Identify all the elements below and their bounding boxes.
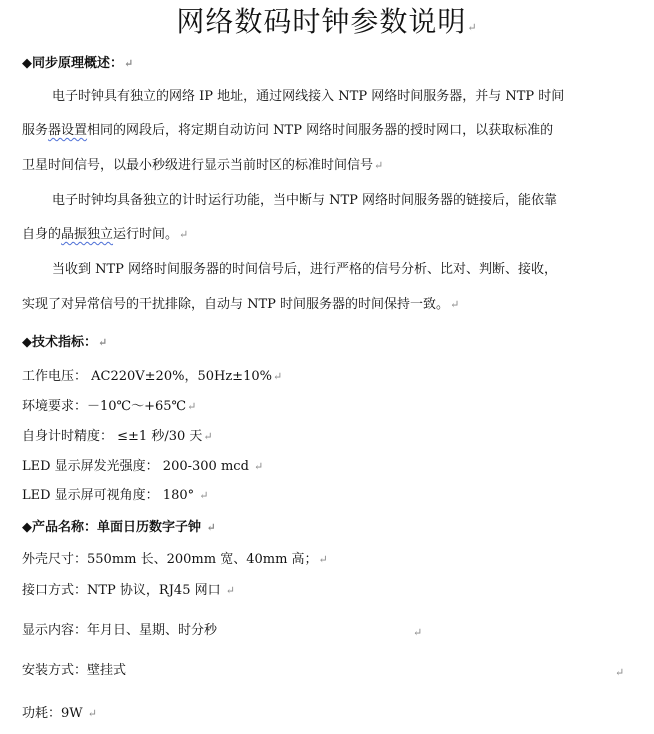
return-mark: ↵: [179, 228, 189, 241]
return-mark: ↵: [87, 707, 97, 720]
return-mark: ↵: [413, 626, 423, 639]
return-mark: ↵: [318, 553, 328, 566]
return-mark: ↵: [254, 460, 264, 473]
sync-heading: ◆同步原理概述：↵: [22, 56, 134, 71]
product-size: 外壳尺寸：550mm 长、200mm 宽、40mm 高；↵: [22, 552, 328, 567]
product-install-end: [614, 664, 624, 682]
product-install: 安装方式：壁挂式: [22, 663, 127, 678]
return-mark: ↵: [374, 159, 384, 172]
sync-paragraph-1-line-3: 卫星时间信号，以最小秒级进行显示当前时区的标准时间信号↵: [22, 158, 384, 173]
return-mark: ↵: [225, 584, 235, 597]
spec-environment: 环境要求：－10℃～+65℃↵: [22, 399, 197, 414]
sync-paragraph-1-line-1: 电子时钟具有独立的网络 IP 地址，通过网线接入 NTP 网络时间服务器，并与 NTP 时间: [52, 89, 565, 104]
sync-paragraph-3-line-1: 当收到 NTP 网络时间服务器的时间信号后，进行严格的信号分析、比对、判断、接收，: [52, 262, 558, 277]
spec-accuracy: 自身计时精度： ≤±1 秒/30 天↵: [22, 429, 213, 444]
return-mark: ↵: [272, 370, 283, 383]
spec-voltage: 工作电压： AC220V±20%，50Hz±10%↵: [22, 369, 283, 384]
product-display-end: [412, 624, 422, 642]
product-heading: ◆产品名称：单面日历数字子钟 ↵: [22, 520, 216, 535]
spec-viewing-angle: LED 显示屏可视角度： 180° ↵: [22, 488, 209, 503]
sync-paragraph-2-line-1: 电子时钟均具备独立的计时运行功能，当中断与 NTP 网络时间服务器的链接后，能依靠: [52, 193, 558, 208]
return-mark: ↵: [206, 521, 216, 534]
return-mark: ↵: [203, 430, 213, 443]
sync-paragraph-3-line-2: 实现了对异常信号的干扰排除，自动与 NTP 时间服务器的时间保持一致。↵: [22, 297, 460, 312]
return-mark: ↵: [615, 666, 625, 679]
spec-brightness: LED 显示屏发光强度： 200-300 mcd ↵: [22, 459, 264, 474]
document-title: 网络数码时钟参数说明↵: [176, 5, 478, 38]
return-mark: ↵: [98, 336, 108, 349]
return-mark: ↵: [450, 298, 460, 311]
product-display: 显示内容：年月日、星期、时分秒: [22, 623, 218, 638]
return-mark: ↵: [199, 489, 209, 502]
return-mark: ↵: [124, 57, 134, 70]
return-mark: ↵: [467, 21, 478, 34]
return-mark: ↵: [187, 400, 197, 413]
sync-paragraph-2-line-2: 自身的晶振独立运行时间。↵: [22, 227, 189, 242]
spellcheck-underline: 器设置: [48, 123, 88, 138]
product-interface: 接口方式：NTP 协议，RJ45 网口 ↵: [22, 583, 235, 598]
spellcheck-underline: 晶振独立: [61, 227, 114, 242]
specs-heading: ◆技术指标：↵: [22, 335, 108, 350]
product-power: 功耗：9W ↵: [22, 706, 97, 721]
sync-paragraph-1-line-2: 服务器设置相同的网段后，将定期自动访问 NTP 网络时间服务器的授时网口，以获取标准的: [22, 123, 554, 138]
